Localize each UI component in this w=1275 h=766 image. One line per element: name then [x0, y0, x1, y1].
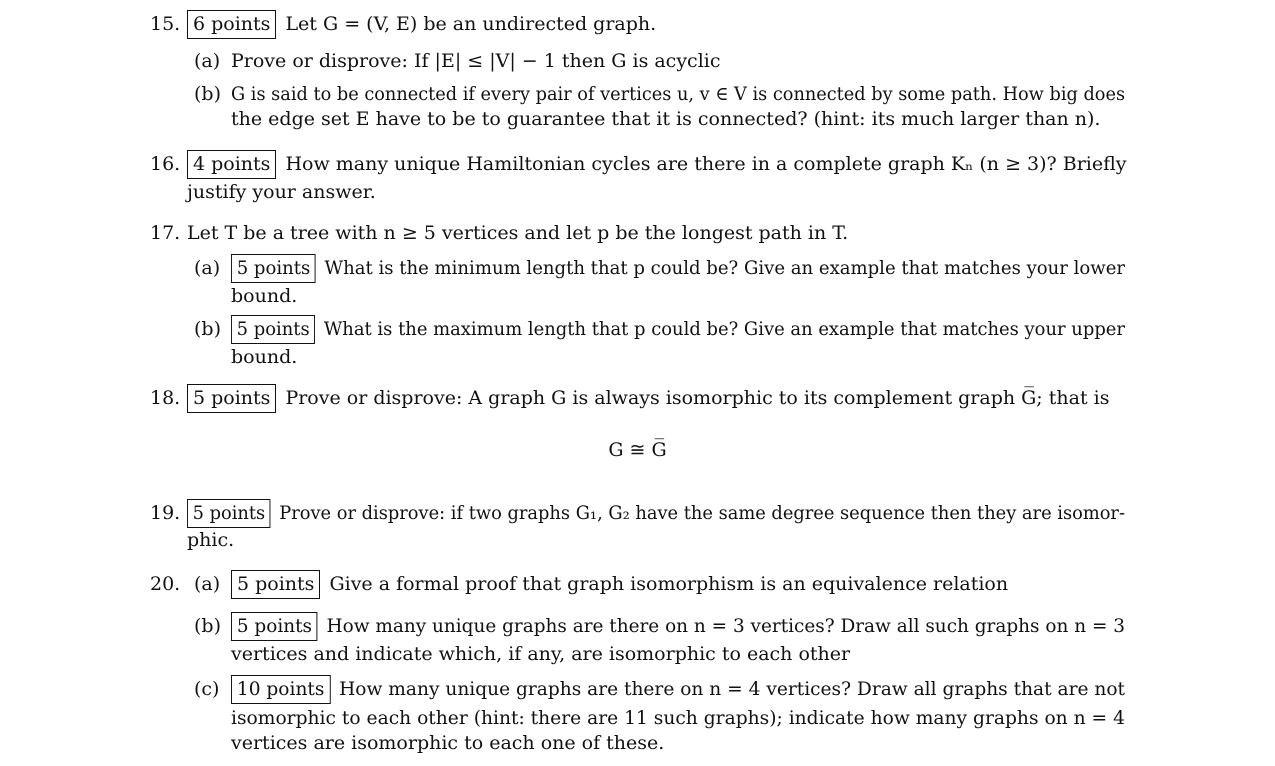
subpart-label: (b): [194, 83, 221, 105]
subpart-text-cont: vertices and indicate which, if any, are isomorphic to each other: [231, 643, 851, 665]
subpart-text-cont: isomorphic to each other (hint: there are 11 such graphs); indicate how many graphs on n = 4: [231, 707, 1125, 729]
question-stem: [187, 10, 656, 39]
points-box: 5 points: [187, 499, 271, 528]
subpart-text: G is said to be connected if every pair of vertices u, v ∈ V is connected by some path. How big does: [231, 83, 1126, 105]
points-box: 5 points: [231, 254, 316, 283]
question-text-cont: justify your answer.: [187, 181, 376, 203]
subpart-stem: [231, 570, 1008, 599]
subpart-stem: [231, 254, 1125, 283]
subpart-stem: [231, 675, 1125, 704]
points-box: 10 points: [231, 675, 330, 704]
points-box: 5 points: [231, 612, 318, 641]
subpart-text: Give a formal proof that graph isomorphism is an equivalence relation: [329, 573, 1009, 595]
subpart-text-cont: bound.: [231, 346, 298, 368]
question-number: 19.: [150, 502, 181, 524]
question-number: 15.: [150, 13, 181, 35]
question-text: Prove or disprove: A graph G is always isomorphic to its complement graph G̅; that is: [285, 387, 1110, 409]
question-text: Prove or disprove: if two graphs G₁, G₂ have the same degree sequence then they are isomor-: [279, 502, 1125, 524]
question-number: 20.: [150, 573, 181, 595]
points-box: 5 points: [231, 315, 315, 344]
points-box: 5 points: [231, 570, 320, 599]
question-number: 16.: [150, 153, 181, 175]
subpart-text-cont: vertices are isomorphic to each one of these.: [231, 732, 665, 754]
subpart-text: How many unique graphs are there on n = 3 vertices? Draw all such graphs on n = 3: [326, 615, 1125, 637]
subpart-text-cont: bound.: [231, 285, 298, 307]
subpart-text: How many unique graphs are there on n = 4 vertices? Draw all graphs that are not: [339, 678, 1125, 700]
subpart-text: What is the maximum length that p could be? Give an example that matches your upper: [323, 318, 1125, 340]
subpart-label: (a): [194, 573, 221, 595]
question-number: 18.: [150, 387, 181, 409]
points-box: 5 points: [187, 384, 276, 413]
points-box: 4 points: [187, 150, 276, 179]
subpart-line: [231, 82, 1125, 107]
question-text: Let G = (V, E) be an undirected graph.: [285, 13, 657, 35]
subpart-text: Prove or disprove: If |E| ≤ |V| − 1 then G is acyclic: [231, 50, 721, 72]
subpart-block: [231, 82, 1125, 132]
question-stem: [187, 499, 1125, 528]
subpart-stem: [231, 612, 1125, 641]
subpart-line: the edge set E have to be to guarantee that it is connected? (hint: its much larger than n).: [231, 108, 1101, 130]
question-stem: [187, 384, 1109, 413]
subpart-label: (b): [194, 318, 221, 340]
subpart-label: (a): [194, 257, 221, 279]
question-stem: [187, 150, 1125, 179]
subpart-text: What is the minimum length that p could be? Give an example that matches your lower: [324, 257, 1126, 279]
question-text: Let T be a tree with n ≥ 5 vertices and let p be the longest path in T.: [187, 222, 849, 244]
subpart-label: (c): [194, 678, 220, 700]
display-formula: G ≅ G̅: [608, 439, 667, 461]
question-text-cont: phic.: [187, 529, 235, 551]
subpart-label: (b): [194, 615, 221, 637]
points-box: 6 points: [187, 10, 276, 39]
subpart-stem: [231, 315, 1125, 344]
subpart-label: (a): [194, 50, 221, 72]
question-number: 17.: [150, 222, 181, 244]
question-text: How many unique Hamiltonian cycles are there in a complete graph Kₙ (n ≥ 3)? Briefly: [285, 153, 1127, 175]
